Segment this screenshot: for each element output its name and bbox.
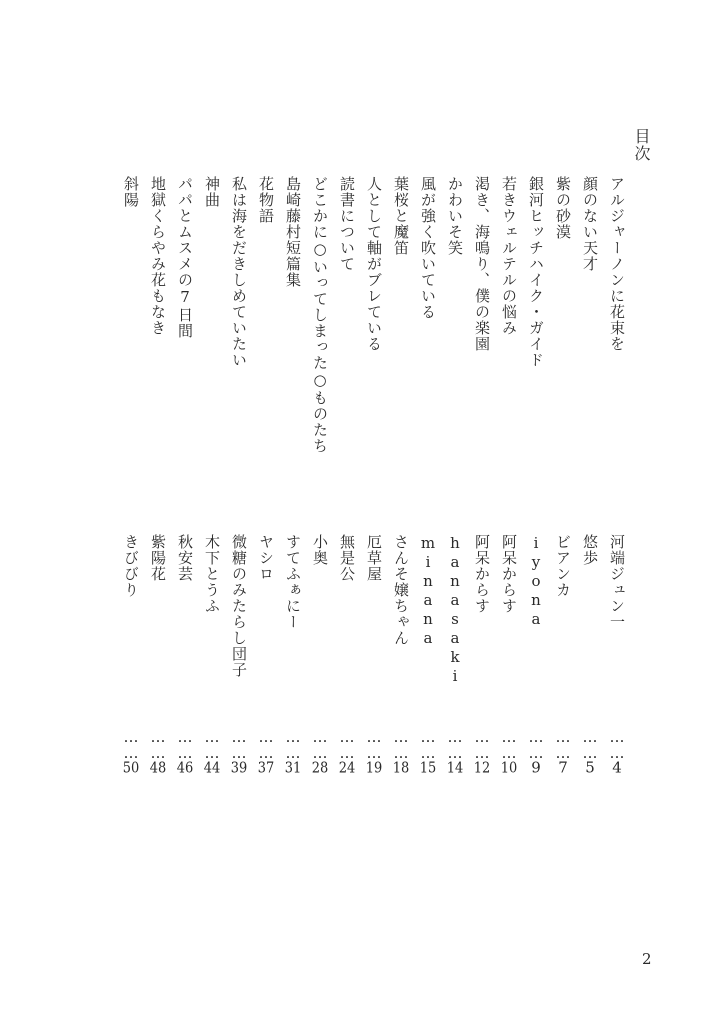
leader-dots: ……	[500, 728, 518, 760]
toc-entry-page	[256, 728, 276, 775]
toc-entry-title: 風が強く吹いている	[419, 176, 437, 320]
toc-entry-author: 紫陽花	[149, 534, 167, 582]
leader-dots: ……	[257, 728, 275, 760]
page-ref: 24	[338, 760, 356, 775]
page-ref: 39	[230, 760, 248, 775]
toc-entry-title: 葉桜と魔笛	[392, 176, 410, 256]
toc-entry-page	[391, 728, 411, 775]
toc-entry-author: 微糖のみたらし団子	[230, 534, 248, 678]
page-ref: 31	[284, 760, 302, 775]
leader-dots: ……	[338, 728, 356, 760]
leader-dots: ……	[230, 728, 248, 760]
toc-entry-page	[337, 728, 357, 775]
leader-dots: ……	[176, 728, 194, 760]
toc-entry-author: ビアンカ	[554, 534, 572, 598]
toc-entry-page	[553, 728, 573, 775]
toc-entry-title: 銀河ヒッチハイク・ガイド	[527, 176, 545, 368]
toc-entry-author: 秋安芸	[176, 534, 194, 582]
leader-dots: ……	[203, 728, 221, 760]
page-ref: 50	[122, 760, 140, 775]
leader-dots: ……	[554, 728, 572, 760]
toc-entry-page	[472, 728, 492, 775]
toc-entry-title: 若きウェルテルの悩み	[500, 176, 518, 336]
toc-entry-title: 島崎藤村短篇集	[284, 176, 302, 288]
leader-dots: ……	[581, 728, 599, 760]
toc-entry-page	[364, 728, 384, 775]
leader-dots: ……	[473, 728, 491, 760]
toc-entry-author: 河端ジュン一	[608, 534, 626, 630]
toc-entry-page	[148, 728, 168, 775]
leader-dots: ……	[149, 728, 167, 760]
leader-dots: ……	[392, 728, 410, 760]
leader-dots: ……	[284, 728, 302, 760]
page-ref: 19	[365, 760, 383, 775]
toc-entry-page	[310, 728, 330, 775]
toc-entry-title: 紫の砂漠	[554, 176, 572, 240]
leader-dots: ……	[365, 728, 383, 760]
toc-entry-author: 悠歩	[581, 534, 599, 566]
page-ref: 44	[203, 760, 221, 775]
leader-dots: ……	[608, 728, 626, 760]
toc-entry-title: 人として軸がブレている	[365, 176, 383, 352]
page-ref: 12	[473, 760, 491, 775]
toc-entry-author: 厄草屋	[365, 534, 383, 582]
toc-entry-title: 神曲	[203, 176, 221, 208]
page-ref: 10	[500, 760, 518, 775]
toc-entry-author: 無是公	[338, 534, 356, 582]
page-ref: 7	[558, 760, 568, 775]
page-ref: 37	[257, 760, 275, 775]
page-ref: 9	[531, 760, 541, 775]
toc-entry-author: minana	[419, 534, 437, 648]
toc-entry-title: どこかに○いってしまった○ものたち	[311, 176, 329, 454]
toc-entry-page	[499, 728, 519, 775]
toc-entry-page	[418, 728, 438, 775]
toc-entry-title: 私は海をだきしめていたい	[230, 176, 248, 368]
toc-entry-author: 阿呆からす	[473, 534, 491, 614]
leader-dots: ……	[527, 728, 545, 760]
toc-entry-title: かわいそ笑	[446, 176, 464, 256]
toc-entry-page	[229, 728, 249, 775]
toc-entry-page	[175, 728, 195, 775]
toc-entry-title: アルジャーノンに花束を	[608, 176, 626, 352]
toc-entry-title: 地獄くらやみ花もなき	[149, 176, 167, 336]
page-ref: 48	[149, 760, 167, 775]
page-ref: 5	[585, 760, 595, 775]
leader-dots: ……	[311, 728, 329, 760]
toc-entry-title: 渇き、海鳴り、僕の楽園	[473, 176, 491, 352]
toc-entry-title: 顔のない天才	[581, 176, 599, 272]
page-ref: 14	[446, 760, 464, 775]
leader-dots: ……	[122, 728, 140, 760]
toc-entry-author: 木下とうふ	[203, 534, 221, 614]
toc-entry-page	[445, 728, 465, 775]
toc-entry-title: 花物語	[257, 176, 275, 224]
toc-entry-title: 斜陽	[122, 176, 140, 208]
page-ref: 4	[612, 760, 622, 775]
toc-heading: 目次	[632, 128, 651, 162]
page-ref: 28	[311, 760, 329, 775]
toc-entry-title: パパとムスメの7日間	[176, 176, 194, 339]
leader-dots: ……	[446, 728, 464, 760]
toc-entry-author: ヤシロ	[257, 534, 275, 582]
toc-entry-page	[607, 728, 627, 775]
toc-entry-author: iyona	[527, 534, 545, 629]
page-ref: 46	[176, 760, 194, 775]
toc-entry-page	[526, 728, 546, 775]
toc-entry-author: hanasaki	[446, 534, 464, 686]
leader-dots: ……	[419, 728, 437, 760]
toc-entry-page	[202, 728, 222, 775]
toc-entry-author: すてふぁにー	[284, 534, 302, 630]
page-ref: 15	[419, 760, 437, 775]
page-number: 2	[642, 950, 652, 968]
page-ref: 18	[392, 760, 410, 775]
toc-entry-author: 阿呆からす	[500, 534, 518, 614]
toc-entry-page	[283, 728, 303, 775]
toc-entry-title: 読書について	[338, 176, 356, 272]
toc-entry-author: きびびり	[122, 534, 140, 598]
toc-entry-author: さんそ嬢ちゃん	[392, 534, 410, 646]
toc-entry-page	[121, 728, 141, 775]
toc-entry-page	[580, 728, 600, 775]
toc-entry-author: 小奥	[311, 534, 329, 566]
